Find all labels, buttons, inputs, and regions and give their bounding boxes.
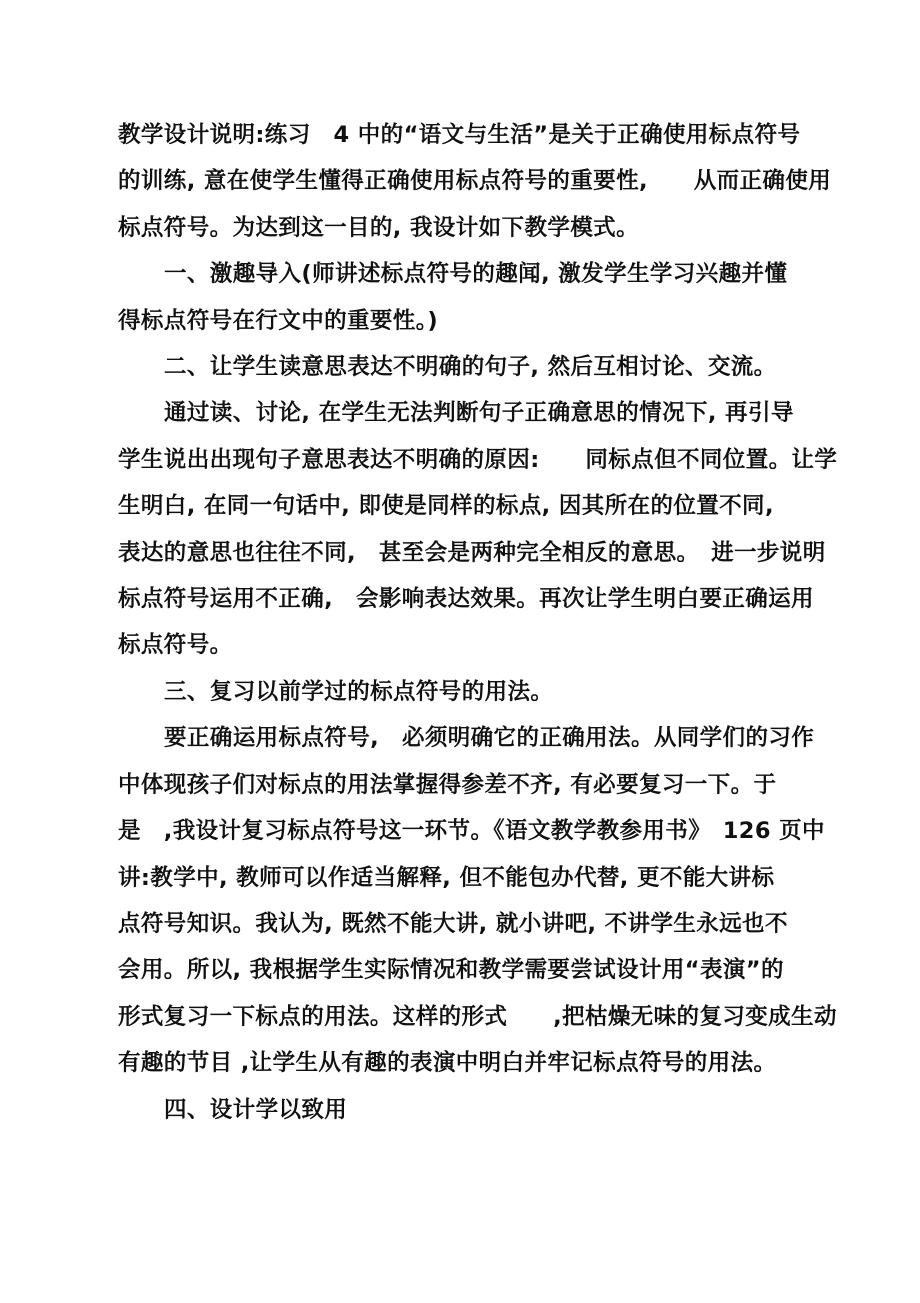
text-line-8: 学生说出出现句子意思表达不明确的原因: 同标点但不同位置。让学 [118, 446, 838, 473]
text-line-1: 教学设计说明:练习 4 中的“语文与生活”是关于正确使用标点符号 [118, 122, 801, 148]
text-line-5: 得标点符号在行文中的重要性。) [118, 307, 439, 334]
text-line-16: 是 ,我设计复习标点符号这一环节。《语文教学教参用书》 126 页中 [118, 818, 825, 845]
document-body [118, 112, 838, 1133]
text-line-18: 点符号知识。我认为, 既然不能大讲, 就小讲吧, 不讲学生永远也不 [118, 910, 788, 937]
text-line-17: 讲:教学中, 教师可以作适当解释, 但不能包办代替, 更不能大讲标 [118, 864, 775, 891]
text-line-7: 通过读、讨论, 在学生无法判断句子正确意思的情况下, 再引导 [164, 400, 794, 427]
text-line-19: 会用。所以, 我根据学生实际情况和教学需要尝试设计用“表演”的 [118, 957, 784, 984]
text-line-12: 标点符号。 [118, 632, 233, 659]
text-line-9: 生明白, 在同一句话中, 即使是同样的标点, 因其所在的位置不同, [118, 493, 774, 520]
text-line-13-section-three: 三、复习以前学过的标点符号的用法。 [164, 678, 554, 705]
text-line-2: 的训练, 意在使学生懂得正确使用标点符号的重要性, 从而正确使用 [118, 168, 832, 195]
text-line-14: 要正确运用标点符号, 必须明确它的正确用法。从同学们的习作 [164, 725, 815, 752]
text-line-20: 形式复习一下标点的用法。这样的形式 ,把枯燥无味的复习变成生动 [118, 1003, 837, 1030]
text-line-22-section-four: 四、设计学以致用 [164, 1096, 348, 1123]
text-line-4-section-one: 一、激趣导入(师讲述标点符号的趣闻, 激发学生学习兴趣并懂 [164, 261, 788, 288]
text-line-10: 表达的意思也往往不同, 甚至会是两种完全相反的意思。 进一步说明 [118, 539, 826, 566]
text-line-21: 有趣的节目 ,让学生从有趣的表演中明白并牢记标点符号的用法。 [118, 1050, 777, 1077]
text-line-11: 标点符号运用不正确, 会影响表达效果。再次让学生明白要正确运用 [118, 586, 814, 613]
text-line-3: 标点符号。为达到这一目的, 我设计如下教学模式。 [118, 214, 639, 241]
text-line-6-section-two: 二、让学生读意思表达不明确的句子, 然后互相讨论、交流。 [164, 354, 777, 381]
text-line-15: 中体现孩子们对标点的用法掌握得参差不齐, 有必要复习一下。于 [118, 771, 777, 798]
